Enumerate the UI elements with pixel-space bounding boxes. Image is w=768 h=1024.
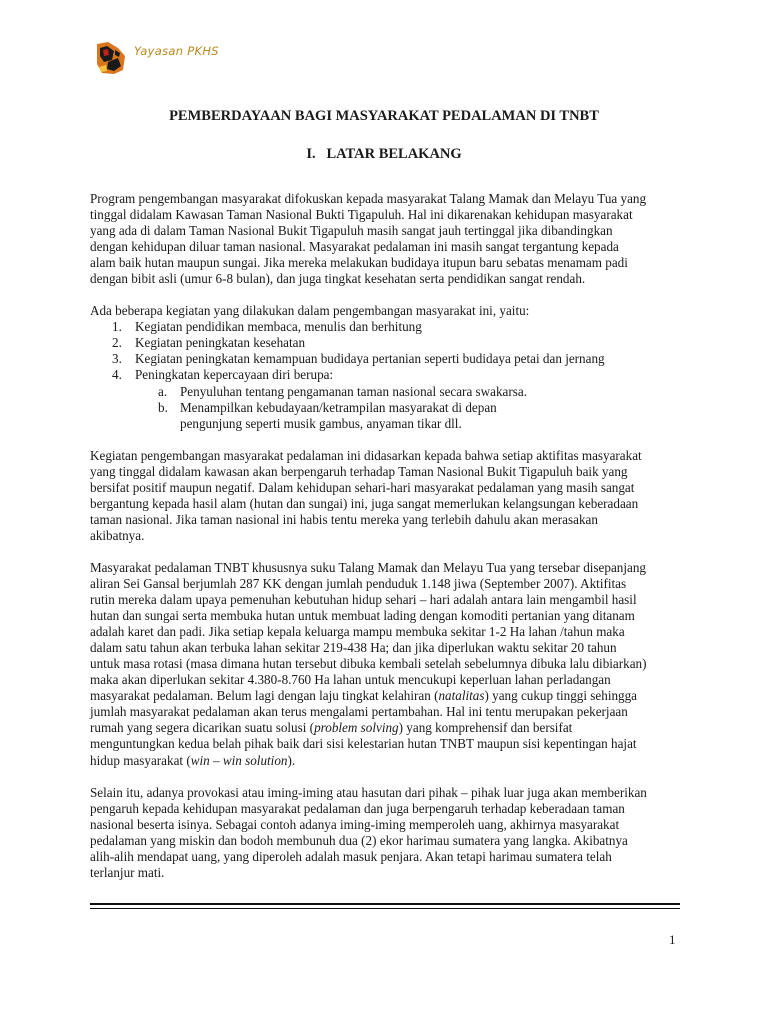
text-line: bergantung kepada hasil alam (hutan dan sungai) ini, juga sangat memerlukan kelangsungan keberadaan [90, 495, 639, 511]
list-item [90, 335, 680, 351]
text-line: Kegiatan pengembangan masyarakat pedalaman ini didasarkan kepada bahwa setiap aktifitas masyarakat [90, 447, 642, 463]
text-line: pengaruh kepada kehidupan masyarakat pedalaman dan juga berpengaruh terhadap keberadaan taman [90, 800, 625, 816]
section-title: LATAR BELAKANG [326, 146, 462, 162]
paragraph-3 [90, 560, 680, 769]
list-item [90, 319, 680, 335]
text-line: hutan dan sungai serta membuka hutan untuk membuat lading dengan komoditi pertanian yang ditanam [90, 608, 635, 624]
term-problem-solving: problem solving [314, 720, 399, 736]
list-intro: Ada beberapa kegiatan yang dilakukan dalam pengembangan masyarakat ini, yaitu: [90, 303, 530, 319]
list-item-text: Penyuluhan tentang pengamanan taman nasional secara swakarsa. [180, 383, 528, 399]
text-line: Masyarakat pedalaman TNBT khususnya suku Talang Mamak dan Melayu Tua yang tersebar disepanjang [90, 559, 646, 575]
list-marker: 1. [112, 319, 122, 335]
text-line: tinggal didalam Kawasan Taman Nasional Bukti Tigapuluh. Hal ini dikarenakan kehidupan masyarakat [90, 207, 633, 223]
text-line [90, 688, 680, 704]
list-item [90, 367, 680, 383]
text-line: maka akan diperlukan sekitar 4.380-8.760 Ha lahan untuk mencukupi keperluan lahan perladangan [90, 672, 611, 688]
list-item-text: Kegiatan peningkatan kemampuan budidaya pertanian seperti budidaya petai dan jernang [135, 351, 605, 367]
text-line: Program pengembangan masyarakat difokuskan kepada masyarakat Talang Mamak dan Melayu Tua yang [90, 191, 647, 206]
list-item [90, 351, 680, 367]
text-segment: ). [287, 752, 296, 768]
activity-list [90, 303, 680, 431]
text-line: adalah karet dan padi. Jika setiap kepala keluarga mampu membuka sekitar 1-2 Ha lahan /tahun maka [90, 624, 625, 640]
list-item-text: Menampilkan kebudayaan/ketrampilan masyarakat di depan [180, 399, 497, 415]
list-item-text: pengunjung seperti musik gambus, anyaman tikar dll. [180, 415, 462, 431]
text-line: dengan kehidupan diluar taman nasional. Masyarakat pedalaman ini masih sangat tergantung kepada [90, 239, 619, 255]
list-item-text: Kegiatan pendidikan membaca, menulis dan berhitung [135, 319, 422, 335]
section-number: I. [306, 146, 316, 162]
footer-rule-thin [90, 908, 680, 909]
text-line: untuk masa rotasi (masa dimana hutan tersebut dibuka kembali setelah sebelumnya dibuka lalu dibiarkan) [90, 656, 647, 672]
document-body [90, 191, 680, 897]
paragraph-4 [90, 785, 680, 881]
text-line: yang tinggal didalam kawasan akan berpengaruh terhadap Taman Nasional Bukit Tigapuluh baik yang [90, 463, 628, 479]
text-line: akibatnya. [90, 527, 145, 543]
text-line: dalam satu tahun akan terbuka lahan sekitar 219-438 Ha; dan jika diperlukan waktu sekitar 20 tahun [90, 640, 617, 656]
list-item-text: Kegiatan peningkatan kesehatan [135, 335, 306, 351]
text-line: Selain itu, adanya provokasi atau iming-iming atau hasutan dari pihak – pihak luar juga akan memberikan [90, 784, 647, 800]
list-marker: a. [158, 383, 168, 399]
text-line: nasional beserta isinya. Sebagai contoh adanya iming-iming memperoleh uang, akhirnya masyarakat [90, 816, 620, 832]
text-segment: rumah yang segera dicarikan suatu solusi ( [90, 720, 315, 736]
section-heading [0, 146, 768, 163]
term-win-win: win – win solution [190, 752, 288, 768]
footer-rule-thick [90, 903, 680, 905]
sublist-item [90, 400, 680, 416]
text-line: rutin mereka dalam upaya pemenuhan kebutuhan hidup sehari – hari adalah antara lain mengambil hasil [90, 592, 637, 608]
list-marker: 4. [112, 367, 122, 383]
paragraph-2 [90, 448, 680, 544]
sublist-item [90, 384, 680, 400]
text-segment: ) yang cukup tinggi sehingga [484, 688, 638, 704]
text-segment: masyarakat pedalaman. Belum lagi dengan laju tingkat kelahiran ( [90, 688, 439, 704]
text-line: terlanjur mati. [90, 864, 165, 880]
list-marker: 2. [112, 335, 122, 351]
pkhs-logo [94, 40, 128, 76]
text-line: aliran Sei Gansal berjumlah 287 KK dengan jumlah penduduk 1.148 jiwa (September 2007). Aktifitas [90, 575, 627, 591]
text-line: alih-alih mendapat uang, yang diperoleh adalah masuk penjara. Akan tetapi harimau sumatera telah [90, 848, 612, 864]
text-line: yang ada di dalam Taman Nasional Bukit Tigapuluh masih sangat jauh tertinggal jika dibandingkan [90, 223, 613, 239]
org-name: Yayasan PKHS [134, 44, 219, 58]
list-item-text: Peningkatan kepercayaan diri berupa: [135, 367, 334, 383]
text-line: alam baik hutan maupun sungai. Jika mereka melakukan budidaya itupun baru sebatas menamam padi [90, 255, 628, 271]
text-segment: hidup masyarakat ( [90, 752, 191, 768]
text-line: menguntungkan kedua belah pihak baik dari sisi kelestarian hutan TNBT maupun sisi kepentingan hajat [90, 736, 637, 752]
document-title: PEMBERDAYAAN BAGI MASYARAKAT PEDALAMAN DI TNBT [169, 108, 599, 124]
text-segment: ) yang komprehensif dan bersifat [398, 720, 573, 736]
sublist-item-continuation [90, 416, 680, 432]
text-line [90, 720, 680, 736]
term-natalitas: natalitas [438, 688, 485, 704]
page-number: 1 [669, 932, 676, 947]
text-line: bersifat positif maupun negatif. Dalam kehidupan sehari-hari masyarakat pedalaman yang masih sangat [90, 479, 635, 495]
text-line: jumlah masyarakat pedalaman akan terus mengalami pertambahan. Hal ini tentu merupakan pekerjaan [90, 704, 628, 720]
paragraph-1 [90, 191, 680, 287]
text-line: taman nasional. Jika taman nasional ini habis tentu mereka yang terlebih dahulu akan merasakan [90, 511, 598, 527]
text-line: dengan bibit asli (umur 6-8 bulan), dan juga tingkat kesehatan serta pendidikan sangat rendah. [90, 271, 586, 287]
text-line: pedalaman yang miskin dan bodoh membunuh dua (2) ekor harimau sumatera yang langka. Akibatnya [90, 832, 628, 848]
list-marker: b. [158, 399, 168, 415]
text-line [90, 753, 680, 769]
list-marker: 3. [112, 351, 122, 367]
